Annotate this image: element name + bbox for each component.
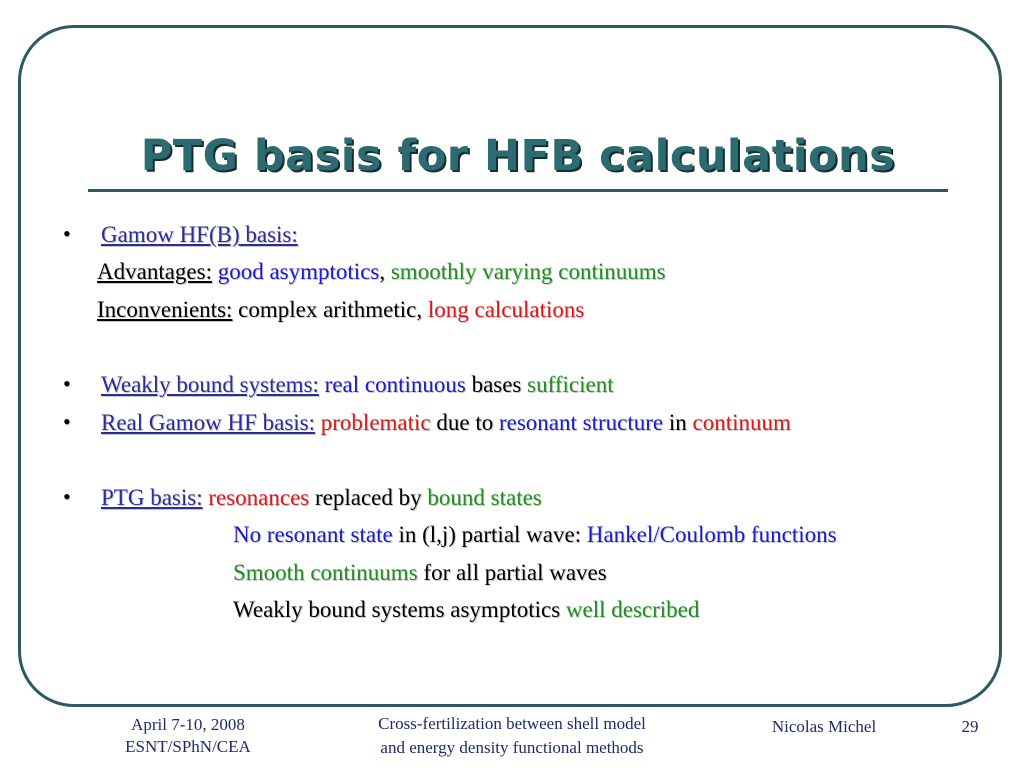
slide-title: PTG basis for HFB calculations (140, 131, 896, 181)
advantages-sep: , (379, 259, 386, 284)
slide-number: 29 (961, 717, 979, 736)
bullet-3-t5: continuum (692, 410, 791, 435)
bullet-3-t2: due to (436, 410, 494, 435)
bullet-4-heading: PTG basis: (101, 485, 203, 510)
bullet-3 (101, 408, 791, 438)
bullet-2-t2: bases (471, 372, 522, 397)
ptg-subline-3-t1: Weakly bound systems asymptotics (233, 597, 561, 622)
inconvenients-v2: long calculations (427, 297, 585, 322)
footer-date (108, 714, 268, 758)
bullet-1-dot: • (63, 221, 71, 246)
footer-date-line1: April 7-10, 2008 (131, 715, 245, 734)
advantages-line (97, 257, 666, 287)
bullet-4-t2: replaced by (315, 485, 422, 510)
ptg-subline-2-t1: Smooth continuums (233, 560, 418, 585)
ptg-subline-2-t2: for all partial waves (423, 560, 607, 585)
bullet-3-t4: in (668, 410, 687, 435)
inconvenients-line (97, 295, 584, 325)
footer-conference (300, 712, 724, 760)
footer-conference-line2: and energy density functional methods (380, 738, 644, 757)
bullet-2-dot: • (63, 371, 71, 396)
footer-author: Nicolas Michel (771, 717, 877, 736)
ptg-subline-1-t3: Hankel/Coulomb functions (586, 522, 837, 547)
bullet-3-t1: problematic (320, 410, 431, 435)
bullet-4-t1: resonances (208, 485, 310, 510)
advantages-label: Advantages: (97, 259, 212, 284)
ptg-subline-3 (233, 595, 699, 625)
ptg-subline-2 (233, 558, 607, 588)
bullet-3-dot: • (63, 409, 71, 434)
inconvenients-v1: complex arithmetic, (238, 297, 423, 322)
bullet-2 (101, 370, 614, 400)
bullet-4 (101, 483, 542, 513)
advantages-v1: good asymptotics (217, 259, 380, 284)
advantages-v2: smoothly varying continuums (390, 259, 666, 284)
ptg-subline-1-t2: in (l,j) partial wave: (398, 522, 582, 547)
bullet-4-t3: bound states (427, 485, 542, 510)
bullet-1-heading: Gamow HF(B) basis: (101, 222, 298, 247)
inconvenients-label: Inconvenients: (97, 297, 233, 322)
bullet-1 (101, 220, 298, 250)
ptg-subline-3-t2: well described (565, 597, 700, 622)
bullet-4-dot: • (63, 484, 71, 509)
bullet-2-t3: sufficient (527, 372, 614, 397)
bullet-3-t3: resonant structure (498, 410, 664, 435)
footer-date-line2: ESNT/SPhN/CEA (125, 737, 251, 756)
footer-conference-line1: Cross-fertilization between shell model (378, 714, 646, 733)
bullet-2-t1: real continuous (324, 372, 466, 397)
ptg-subline-1-t1: No resonant state (233, 522, 393, 547)
bullet-3-heading: Real Gamow HF basis: (101, 410, 316, 435)
bullet-2-heading: Weakly bound systems: (101, 372, 319, 397)
ptg-subline-1 (233, 520, 837, 550)
